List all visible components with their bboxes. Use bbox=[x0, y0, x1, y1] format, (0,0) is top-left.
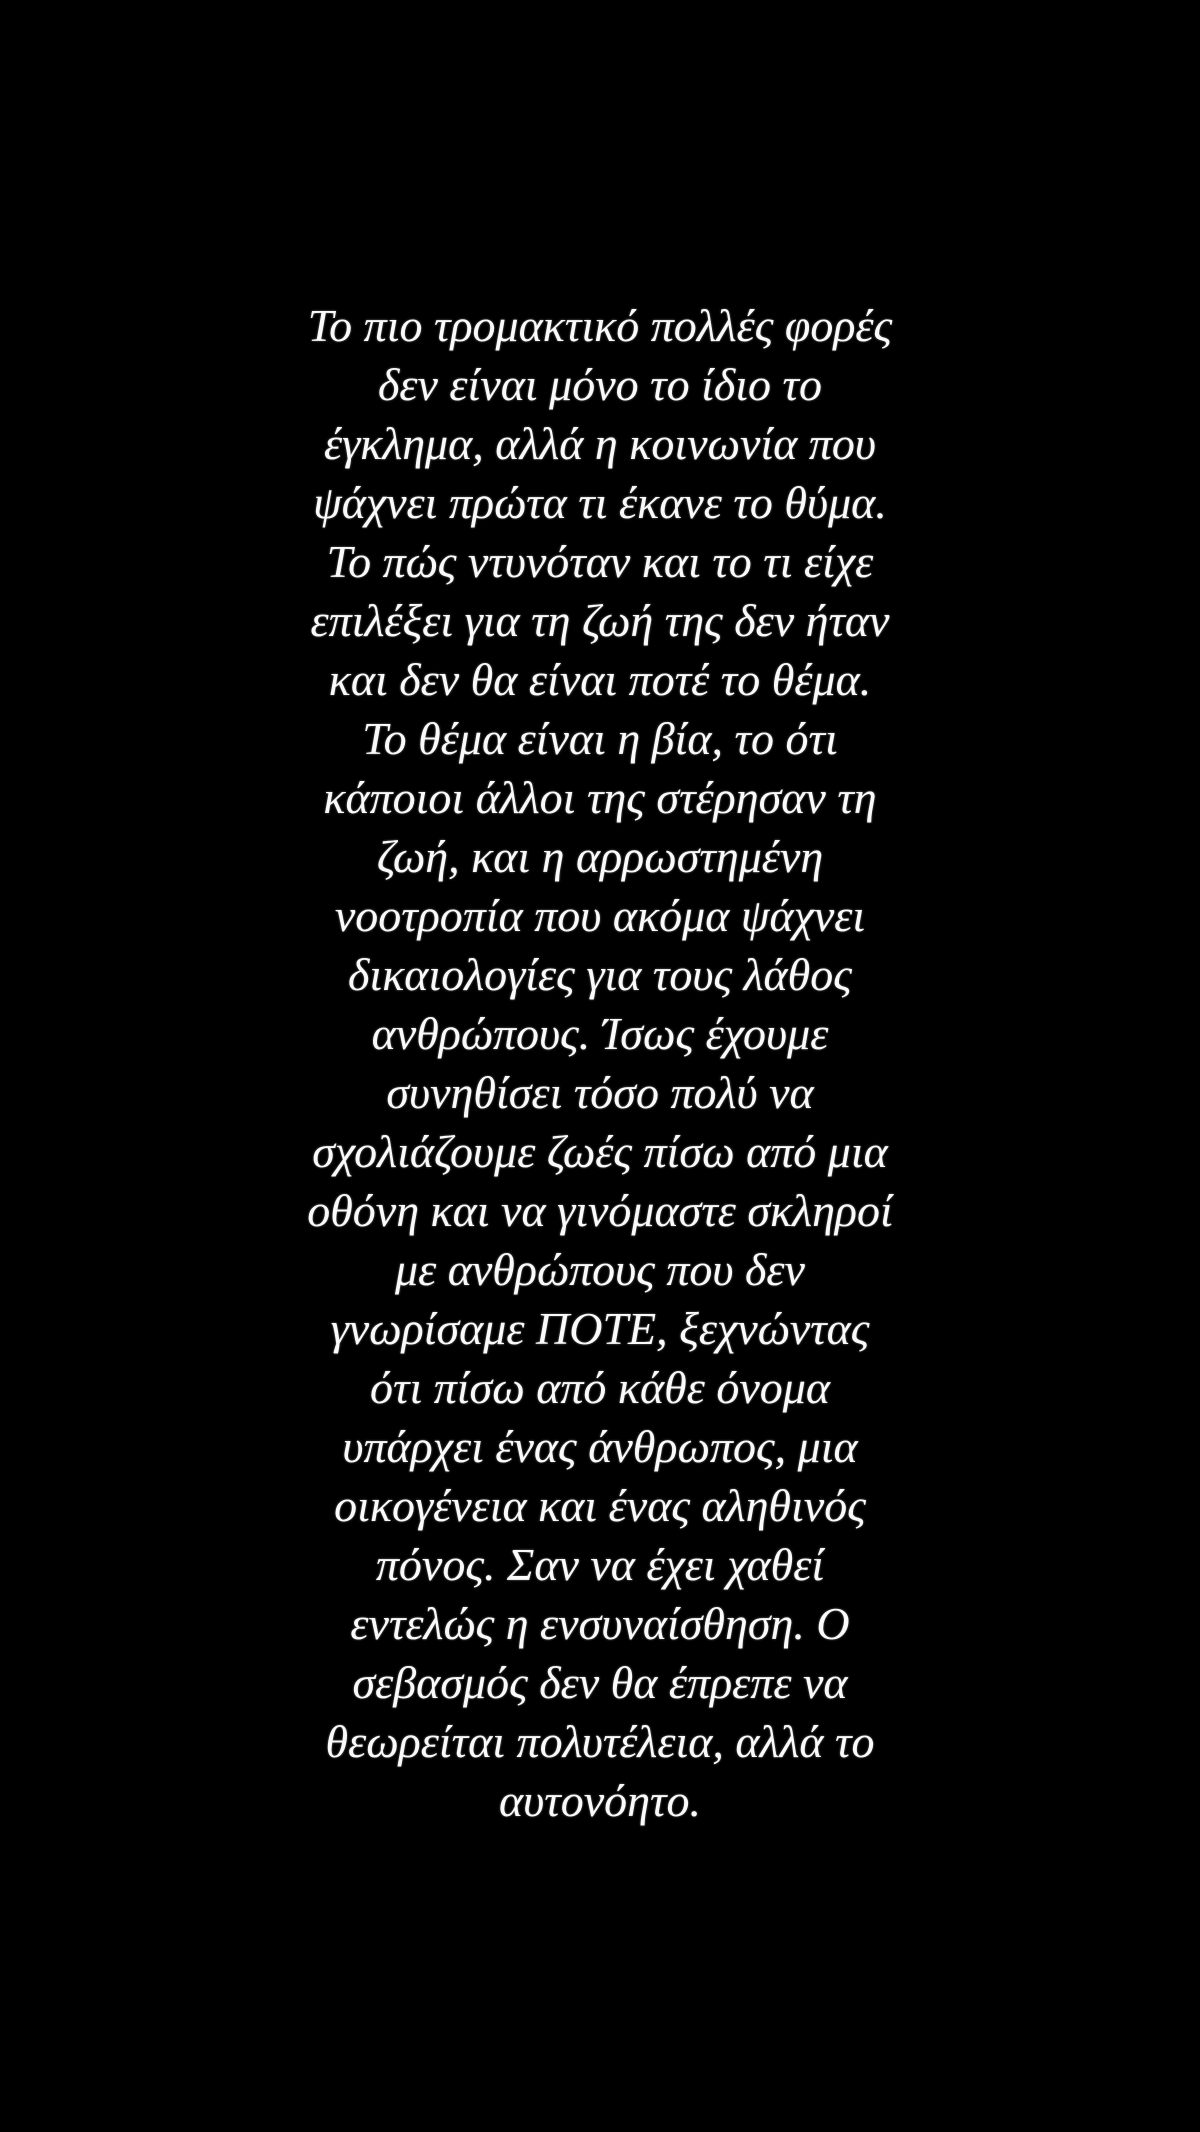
quote-line: Το θέμα είναι η βία, το ότι bbox=[362, 713, 838, 764]
quote-line: δικαιολογίες για τους λάθος bbox=[348, 949, 852, 1000]
quote-line: ότι πίσω από κάθε όνομα bbox=[369, 1362, 831, 1413]
quote-line: δεν είναι μόνο το ίδιο το bbox=[377, 359, 823, 410]
quote-line: εντελώς η ενσυναίσθηση. Ο bbox=[350, 1598, 850, 1649]
quote-line: οικογένεια και ένας αληθινός bbox=[334, 1480, 866, 1531]
quote-line: αυτονόητο. bbox=[499, 1775, 701, 1826]
quote-line: νοοτροπία που ακόμα ψάχνει bbox=[334, 890, 866, 941]
quote-line: θεωρείται πολυτέλεια, αλλά το bbox=[325, 1716, 875, 1767]
quote-line: Το πώς ντυνόταν και το τι είχε bbox=[326, 536, 874, 587]
quote-line: κάποιοι άλλοι της στέρησαν τη bbox=[323, 772, 877, 823]
quote-line: γνωρίσαμε ΠΟΤΕ, ξεχνώντας bbox=[330, 1303, 870, 1354]
quote-line: υπάρχει ένας άνθρωπος, μια bbox=[342, 1421, 858, 1472]
quote-line: με ανθρώπους που δεν bbox=[395, 1244, 805, 1295]
quote-line: ζωή, και η αρρωστημένη bbox=[376, 831, 824, 882]
quote-line: πόνος. Σαν να έχει χαθεί bbox=[375, 1539, 825, 1590]
quote-line: Το πιο τρομακτικό πολλές φορές bbox=[307, 300, 893, 351]
quote-line: σχολιάζουμε ζωές πίσω από μια bbox=[312, 1126, 888, 1177]
quote-line: ανθρώπους. Ίσως έχουμε bbox=[371, 1008, 829, 1059]
quote-line: σεβασμός δεν θα έπρεπε να bbox=[352, 1657, 848, 1708]
quote-line: επιλέξει για τη ζωή της δεν ήταν bbox=[310, 595, 890, 646]
quote-text bbox=[0, 296, 1200, 1830]
quote-line: ψάχνει πρώτα τι έκανε το θύμα. bbox=[313, 477, 887, 528]
quote-line: και δεν θα είναι ποτέ το θέμα. bbox=[328, 654, 872, 705]
quote-line: έγκλημα, αλλά η κοινωνία που bbox=[323, 418, 877, 469]
quote-line: οθόνη και να γινόμαστε σκληροί bbox=[307, 1185, 893, 1236]
quote-line: συνηθίσει τόσο πολύ να bbox=[386, 1067, 814, 1118]
